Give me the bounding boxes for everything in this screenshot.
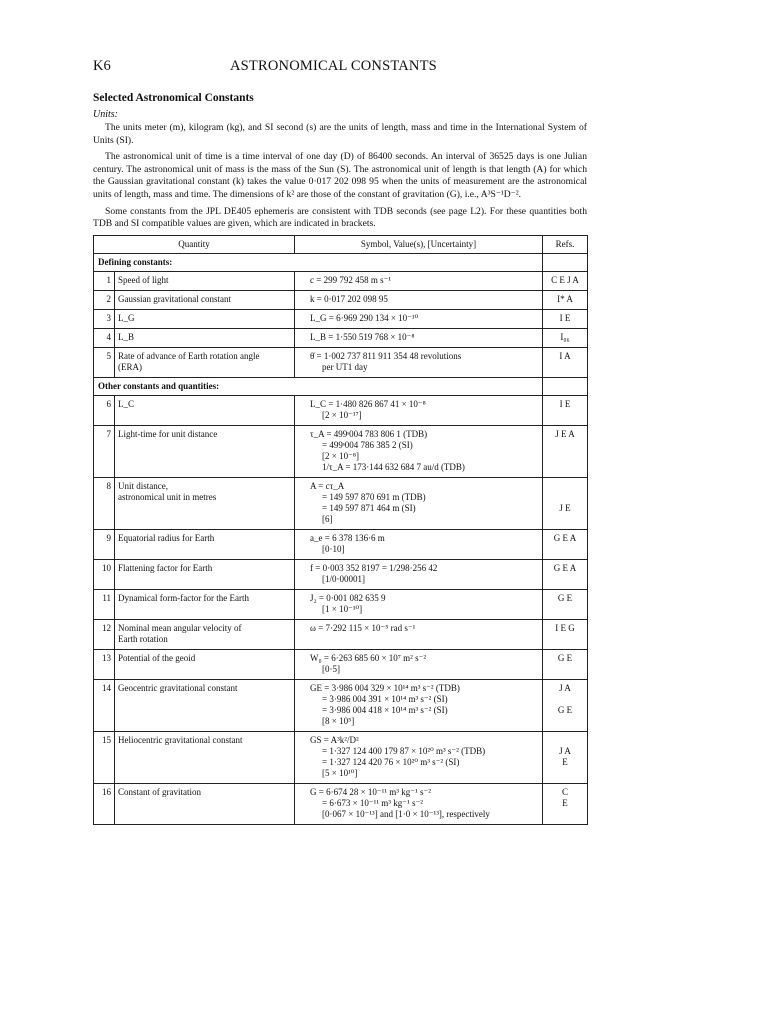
value-line: = 3·986 004 391 × 10¹⁴ m³ s⁻² (SI) <box>322 693 448 704</box>
row-refs <box>543 425 588 477</box>
row-number: 5 <box>94 347 115 377</box>
row-quantity <box>115 347 295 377</box>
value-line: L_C = 1·480 826 867 41 × 10⁻⁸ <box>310 398 426 409</box>
paragraph-astronomical-units: The astronomical unit of time is a time interval of one day (D) of 86400 seconds. An interval of 36525 days is one Julian century. The astronomical unit of mass is the mass of the Sun (S). The astronomical unit of length is that length (A) for which the Gaussian gravitational constant (k) takes the value 0·017 202 098 95 when the units of measurement are the astronomical units of length, mass and time. The dimensions of k² are those of the constant of gravitation (G), i.e., A³S⁻¹D⁻². <box>93 151 587 200</box>
row-refs <box>543 589 588 619</box>
row-symbol-value <box>295 290 543 309</box>
row-refs <box>543 559 588 589</box>
row-symbol-value <box>295 529 543 559</box>
row-number: 3 <box>94 309 115 328</box>
row-refs <box>543 783 588 824</box>
value-line: θ̇ = 1·002 737 811 911 354 48 revolutions <box>310 350 462 361</box>
row-number: 15 <box>94 731 115 783</box>
row-refs <box>543 477 588 529</box>
header-symbol-value: Symbol, Value(s), [Uncertainty] <box>295 235 543 253</box>
quantity-line: L_G <box>118 312 135 323</box>
quantity-line: Constant of gravitation <box>118 786 201 797</box>
quantity-line: Heliocentric gravitational constant <box>118 734 243 745</box>
table-row <box>94 589 588 619</box>
value-line: A = cτ_A <box>310 480 345 491</box>
refs-line: I₀₆ <box>560 331 570 342</box>
refs-line <box>546 481 584 492</box>
row-symbol-value <box>295 559 543 589</box>
row-symbol-value <box>295 477 543 529</box>
row-symbol-value <box>295 425 543 477</box>
row-number: 10 <box>94 559 115 589</box>
value-line: GE = 3·986 004 329 × 10¹⁴ m³ s⁻² (TDB) <box>310 682 460 693</box>
value-line: [1 × 10⁻¹⁰] <box>322 603 363 614</box>
row-quantity <box>115 309 295 328</box>
row-refs <box>543 731 588 783</box>
quantity-line: Equatorial radius for Earth <box>118 532 215 543</box>
row-refs <box>543 679 588 731</box>
row-symbol-value <box>295 309 543 328</box>
row-number: 8 <box>94 477 115 529</box>
row-symbol-value <box>295 271 543 290</box>
table-row <box>94 425 588 477</box>
row-symbol-value <box>295 619 543 649</box>
value-line: per UT1 day <box>322 361 368 372</box>
value-line: k = 0·017 202 098 95 <box>310 293 388 304</box>
quantity-line: Dynamical form-factor for the Earth <box>118 592 249 603</box>
quantity-line: L_C <box>118 398 135 409</box>
header-quantity: Quantity <box>94 235 295 253</box>
quantity-line: L_B <box>118 331 135 342</box>
refs-line: G E A <box>553 562 577 573</box>
row-number: 6 <box>94 395 115 425</box>
quantity-line: (ERA) <box>118 361 142 372</box>
row-quantity <box>115 271 295 290</box>
row-symbol-value <box>295 731 543 783</box>
value-line: G = 6·674 28 × 10⁻¹¹ m³ kg⁻¹ s⁻² <box>310 786 431 797</box>
value-line: [8 × 10⁵] <box>322 715 355 726</box>
page-title: ASTRONOMICAL CONSTANTS <box>230 58 437 74</box>
page-header <box>93 58 587 80</box>
row-quantity <box>115 290 295 309</box>
table-row <box>94 271 588 290</box>
table-row <box>94 619 588 649</box>
value-line: = 6·673 × 10⁻¹¹ m³ kg⁻¹ s⁻² <box>322 797 423 808</box>
group-other-constants-refs-empty <box>543 377 588 395</box>
quantity-line: Gaussian gravitational constant <box>118 293 231 304</box>
value-line: L_G = 6·969 290 134 × 10⁻¹⁰ <box>310 312 419 323</box>
refs-line <box>546 735 584 746</box>
quantity-line: astronomical unit in metres <box>118 491 217 502</box>
refs-line: J E <box>559 502 571 513</box>
quantity-line: Light-time for unit distance <box>118 428 218 439</box>
table-row <box>94 347 588 377</box>
value-line: J₂ = 0·001 082 635 9 <box>310 592 386 603</box>
value-line: = 3·986 004 418 × 10¹⁴ m³ s⁻² (SI) <box>322 704 448 715</box>
value-line: [2 × 10⁻⁸] <box>322 450 359 461</box>
document-page <box>93 58 587 825</box>
value-line: [2 × 10⁻¹⁷] <box>322 409 362 420</box>
row-refs <box>543 271 588 290</box>
row-symbol-value <box>295 783 543 824</box>
refs-line: I* A <box>557 293 573 304</box>
quantity-line: Nominal mean angular velocity of <box>118 622 242 633</box>
row-number: 2 <box>94 290 115 309</box>
row-quantity <box>115 619 295 649</box>
value-line: [0·067 × 10⁻¹³] and [1·0 × 10⁻¹³], respectively <box>322 808 490 819</box>
row-quantity <box>115 395 295 425</box>
value-line: ω = 7·292 115 × 10⁻⁵ rad s⁻¹ <box>310 622 416 633</box>
value-line: = 499ˢ004 786 385 2 (SI) <box>322 439 413 450</box>
value-line: f = 0·003 352 8197 = 1/298·256 42 <box>310 562 438 573</box>
quantity-line: Geocentric gravitational constant <box>118 682 238 693</box>
table-row <box>94 395 588 425</box>
row-quantity <box>115 679 295 731</box>
table-row <box>94 679 588 731</box>
page-code: K6 <box>93 58 111 74</box>
refs-line: I E <box>559 398 571 409</box>
value-line: [1/0·00001] <box>322 573 365 584</box>
refs-line: G E <box>557 652 573 663</box>
table-row <box>94 783 588 824</box>
value-line: [0·5] <box>322 663 340 674</box>
value-line: [0·10] <box>322 543 345 554</box>
quantity-line: Rate of advance of Earth rotation angle <box>118 350 260 361</box>
row-quantity <box>115 559 295 589</box>
refs-line: I A <box>559 350 571 361</box>
row-quantity <box>115 649 295 679</box>
refs-line: C E J A <box>551 274 579 285</box>
row-quantity <box>115 529 295 559</box>
row-refs <box>543 290 588 309</box>
value-line: [6] <box>322 513 333 524</box>
table-row <box>94 529 588 559</box>
row-symbol-value <box>295 328 543 347</box>
quantity-line: Earth rotation <box>118 633 168 644</box>
quantity-line: Potential of the geoid <box>118 652 196 663</box>
row-quantity <box>115 589 295 619</box>
table-header-row <box>94 235 588 253</box>
table-row <box>94 477 588 529</box>
value-line: = 149 597 871 464 m (SI) <box>322 502 416 513</box>
row-refs <box>543 619 588 649</box>
refs-line <box>546 492 584 503</box>
row-number: 1 <box>94 271 115 290</box>
row-refs <box>543 328 588 347</box>
row-refs <box>543 347 588 377</box>
row-refs <box>543 309 588 328</box>
group-other-constants-label: Other constants and quantities: <box>94 377 543 395</box>
value-line: L_B = 1·550 519 768 × 10⁻⁸ <box>310 331 415 342</box>
refs-line: I E G <box>555 622 575 633</box>
refs-line: G E <box>557 704 573 715</box>
row-refs <box>543 529 588 559</box>
quantity-line: Unit distance, <box>118 480 168 491</box>
row-refs <box>543 395 588 425</box>
group-defining-constants-refs-empty <box>543 253 588 271</box>
refs-line: J E A <box>555 428 575 439</box>
refs-line: E <box>562 797 568 808</box>
refs-line: J A <box>559 682 571 693</box>
row-number: 16 <box>94 783 115 824</box>
refs-line: G E A <box>553 532 577 543</box>
row-symbol-value <box>295 347 543 377</box>
row-number: 12 <box>94 619 115 649</box>
value-line: [5 × 10¹⁰] <box>322 767 358 778</box>
table-row <box>94 309 588 328</box>
refs-line: E <box>562 756 568 767</box>
row-quantity <box>115 731 295 783</box>
quantity-line: Flattening factor for Earth <box>118 562 213 573</box>
refs-line: C <box>561 786 568 797</box>
value-line: c = 299 792 458 m s⁻¹ <box>310 274 392 285</box>
row-symbol-value <box>295 395 543 425</box>
group-defining-constants <box>94 253 588 271</box>
quantity-line: Speed of light <box>118 274 169 285</box>
row-quantity <box>115 477 295 529</box>
table-body <box>94 253 588 824</box>
section-title: Selected Astronomical Constants <box>93 92 254 104</box>
header-refs: Refs. <box>543 235 588 253</box>
refs-line: J A <box>559 745 571 756</box>
row-number: 13 <box>94 649 115 679</box>
value-line: = 1·327 124 400 179 87 × 10²⁰ m³ s⁻² (TDB) <box>322 745 486 756</box>
row-quantity <box>115 425 295 477</box>
value-line: = 149 597 870 691 m (TDB) <box>322 491 426 502</box>
table-row <box>94 559 588 589</box>
value-line: a_e = 6 378 136·6 m <box>310 532 385 543</box>
paragraph-jpl-de405: Some constants from the JPL DE405 ephemeris are consistent with TDB seconds (see page L2). For these quantities both TDB and SI compatible values are given, which are indicated in brackets. <box>93 205 587 230</box>
row-symbol-value <box>295 649 543 679</box>
row-symbol-value <box>295 679 543 731</box>
row-quantity <box>115 783 295 824</box>
row-number: 11 <box>94 589 115 619</box>
refs-line: I E <box>559 312 571 323</box>
row-quantity <box>115 328 295 347</box>
value-line: 1/τ_A = 173·144 632 684 7 au/d (TDB) <box>322 461 465 472</box>
row-symbol-value <box>295 589 543 619</box>
table-row <box>94 731 588 783</box>
paragraph-units: The units meter (m), kilogram (kg), and SI second (s) are the units of length, mass and time in the International System of Units (SI). <box>93 122 587 146</box>
table-row <box>94 328 588 347</box>
refs-line: G E <box>557 592 573 603</box>
value-line: W₀ = 6·263 685 60 × 10⁷ m² s⁻² <box>310 652 427 663</box>
constants-table <box>93 235 588 825</box>
table-row <box>94 649 588 679</box>
value-line: GS = A³k²/D² <box>310 734 359 745</box>
refs-line <box>546 694 584 705</box>
row-number: 7 <box>94 425 115 477</box>
row-refs <box>543 649 588 679</box>
group-defining-constants-label: Defining constants: <box>94 253 543 271</box>
units-label: Units: <box>93 109 118 120</box>
row-number: 14 <box>94 679 115 731</box>
table-row <box>94 290 588 309</box>
row-number: 9 <box>94 529 115 559</box>
value-line: = 1·327 124 420 76 × 10²⁰ m³ s⁻² (SI) <box>322 756 460 767</box>
row-number: 4 <box>94 328 115 347</box>
group-other-constants <box>94 377 588 395</box>
value-line: τ_A = 499ˢ004 783 806 1 (TDB) <box>310 428 428 439</box>
